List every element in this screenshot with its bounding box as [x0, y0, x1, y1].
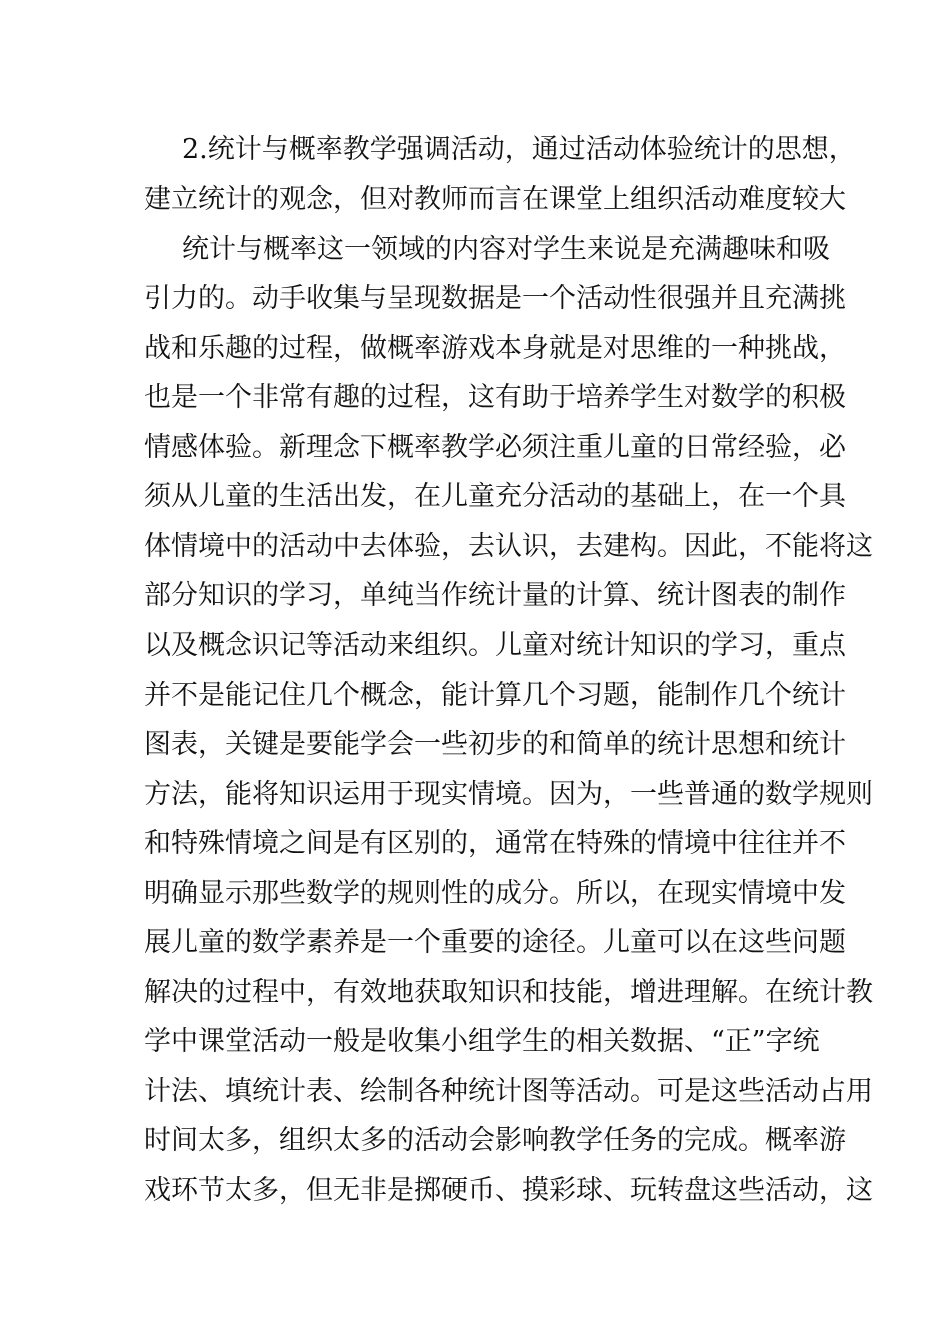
paragraph-line-2: 引力的。动手收集与呈现数据是一个活动性很强并且充满挑 — [144, 283, 846, 314]
paragraph-line-5: 情感体验。新理念下概率教学必须注重儿童的日常经验，必 — [144, 432, 846, 463]
paragraph-line-20: 戏环节太多，但无非是掷硬币、摸彩球、玩转盘这些活动，这 — [144, 1175, 873, 1206]
paragraph-line-17: 学中课堂活动一般是收集小组学生的相关数据、“正”字统 — [144, 1026, 820, 1057]
heading-line-2: 建立统计的观念，但对教师而言在课堂上组织活动难度较大 — [144, 184, 846, 215]
paragraph-line-16: 解决的过程中，有效地获取知识和技能，增进理解。在统计教 — [144, 977, 873, 1008]
paragraph-line-12: 方法，能将知识运用于现实情境。因为，一些普通的数学规则 — [144, 779, 873, 810]
heading-line-1: 2.统计与概率教学强调活动，通过活动体验统计的思想， — [182, 134, 856, 165]
paragraph-line-14: 明确显示那些数学的规则性的成分。所以，在现实情境中发 — [144, 878, 846, 909]
paragraph-line-13: 和特殊情境之间是有区别的，通常在特殊的情境中往往并不 — [144, 828, 846, 859]
paragraph-line-10: 并不是能记住几个概念，能计算几个习题，能制作几个统计 — [144, 680, 846, 711]
paragraph-line-3: 战和乐趣的过程，做概率游戏本身就是对思维的一种挑战， — [144, 333, 846, 364]
paragraph-line-7: 体情境中的活动中去体验，去认识，去建构。因此，不能将这 — [144, 531, 873, 562]
paragraph-line-8: 部分知识的学习，单纯当作统计量的计算、统计图表的制作 — [144, 580, 846, 611]
paragraph-line-15: 展儿童的数学素养是一个重要的途径。儿童可以在这些问题 — [144, 927, 846, 958]
paragraph-line-11: 图表，关键是要能学会一些初步的和简单的统计思想和统计 — [144, 729, 846, 760]
paragraph-line-9: 以及概念识记等活动来组织。儿童对统计知识的学习，重点 — [144, 630, 846, 661]
paragraph-line-4: 也是一个非常有趣的过程，这有助于培养学生对数学的积极 — [144, 382, 846, 413]
paragraph-line-1: 统计与概率这一领域的内容对学生来说是充满趣味和吸 — [182, 234, 830, 265]
paragraph-line-18: 计法、填统计表、绘制各种统计图等活动。可是这些活动占用 — [144, 1076, 873, 1107]
paragraph-line-6: 须从儿童的生活出发，在儿童充分活动的基础上，在一个具 — [144, 481, 846, 512]
paragraph-line-19: 时间太多，组织太多的活动会影响教学任务的完成。概率游 — [144, 1125, 846, 1156]
